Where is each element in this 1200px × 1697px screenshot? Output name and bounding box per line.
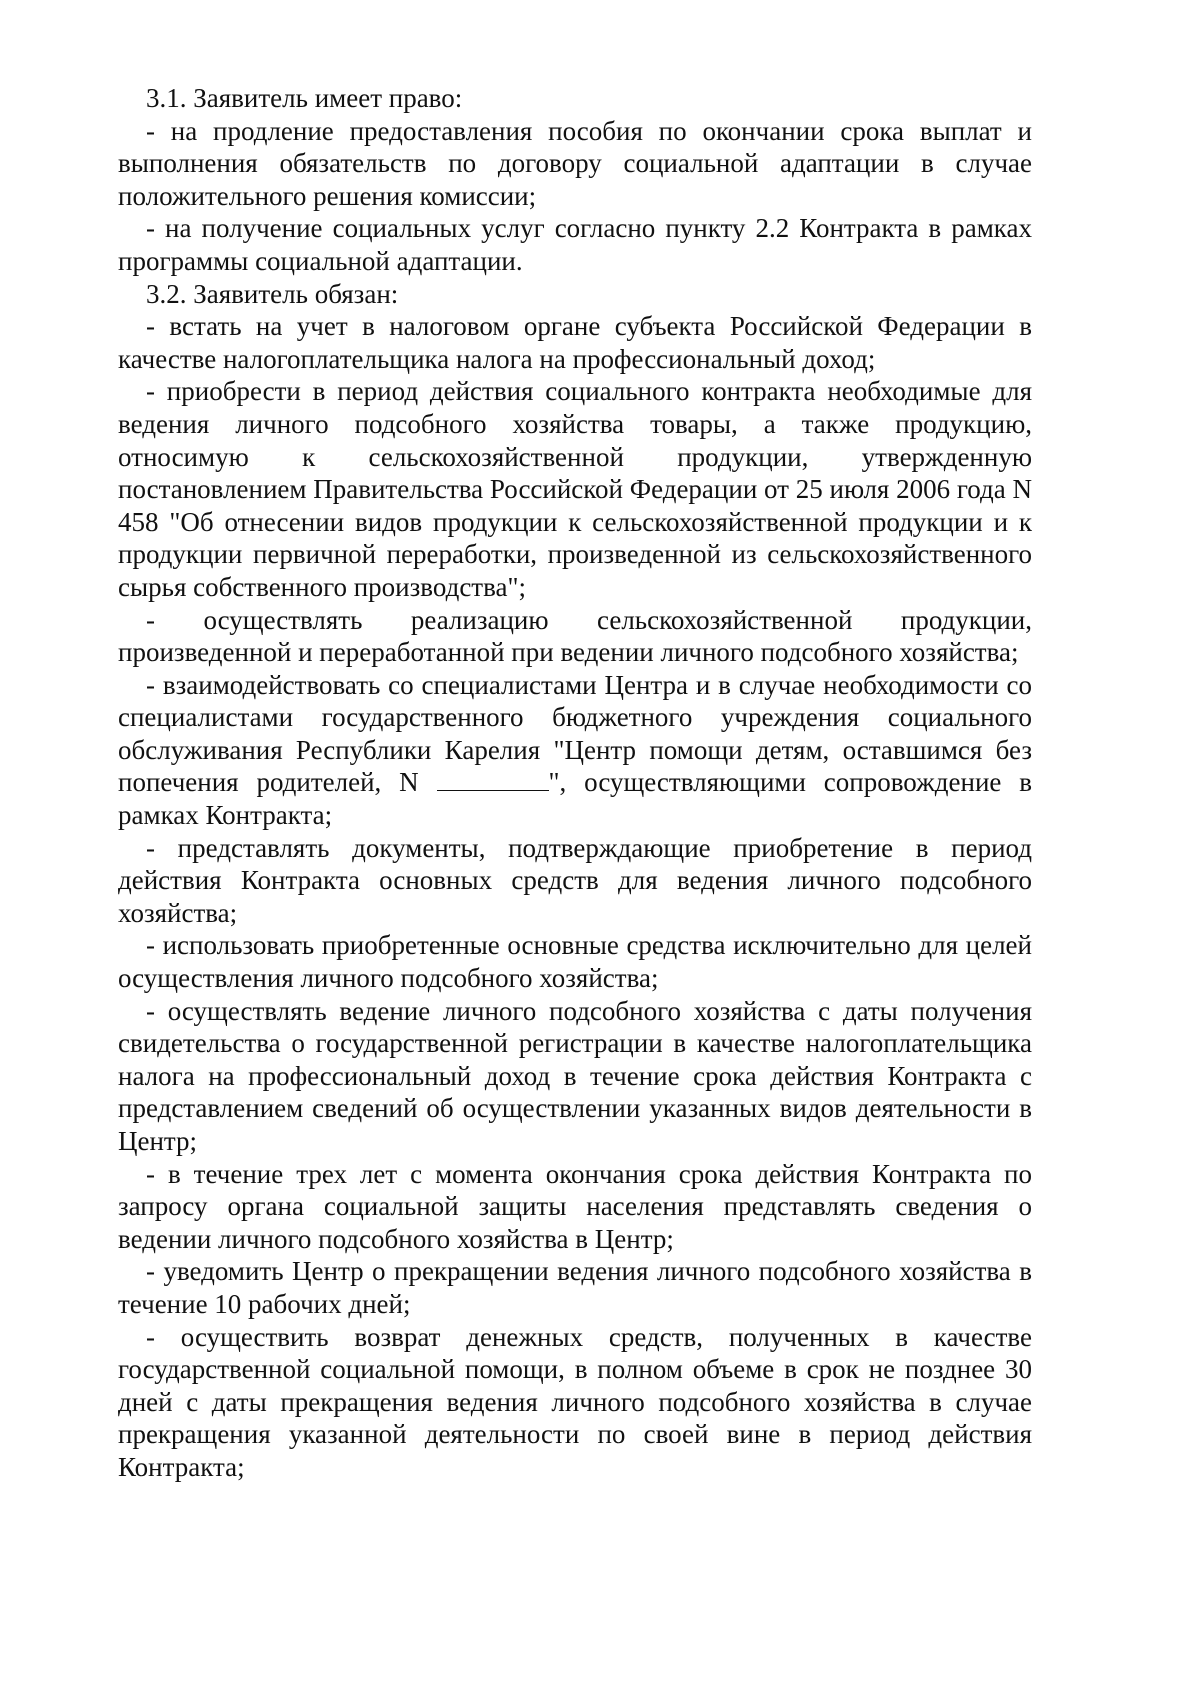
right-item: - на получение социальных услуг согласно пункту 2.2 Контракта в рамках программы социальной адаптации. — [118, 213, 1032, 276]
obligation-item: - использовать приобретенные основные средства исключительно для целей осуществления личного подсобного хозяйства; — [118, 930, 1032, 994]
number-blank-field — [437, 768, 549, 791]
obligation-item: - в течение трех лет с момента окончания срока действия Контракта по запросу органа социальной защиты населения представлять сведения о ведении личного подсобного хозяйства в Центр; — [118, 1158, 1032, 1254]
obligation-item: - встать на учет в налоговом органе субъекта Российской Федерации в качестве налогоплательщика налога на профессиональный доход; — [118, 311, 1032, 374]
obligation-item: - приобрести в период действия социального контракта необходимые для ведения личного подсобного хозяйства товары, а также продукцию, относимую к сельскохозяйственной продукции, утвержденную постановлением Правительства Российской Федерации от 25 июля 2006 года N 458 "Об отнесении видов продукции к сельскохозяйственной продукции и к продукции первичной переработки, произведенной из сельскохозяйственного сырья собственного производства"; — [118, 376, 1032, 602]
obligation-item-interaction — [118, 669, 1032, 832]
interaction-text-before: - взаимодействовать со специалистами Центра и в случае необходимости со специалистами государственного бюджетного учреждения социального обслуживания Республики Карелия "Центр помощи детям, оставшимся без попечения родителей, N — [118, 669, 1032, 798]
obligation-item: - осуществить возврат денежных средств, полученных в качестве государственной социальной помощи, в полном объеме в срок не позднее 30 дней с даты прекращения ведения личного подсобного хозяйства в случае прекращения указанной деятельности по своей вине в период действия Контракта; — [118, 1321, 1032, 1482]
obligation-item: - осуществлять ведение личного подсобного хозяйства с даты получения свидетельства о государственной регистрации в качестве налогоплательщика налога на профессиональный доход в течение срока действия Контракта с представлением сведений об осуществлении указанных видов деятельности в Центр; — [118, 995, 1032, 1156]
section-3-2-heading: 3.2. Заявитель обязан: — [146, 278, 399, 309]
document-page — [118, 82, 1032, 1484]
interaction-text-after: ", осуществляющими сопровождение в рамках Контракта; — [118, 767, 1032, 831]
right-item: - на продление предоставления пособия по окончании срока выплат и выполнения обязательств по договору социальной адаптации в случае положительного решения комиссии; — [118, 115, 1032, 211]
section-3-1-heading: 3.1. Заявитель имеет право: — [146, 83, 463, 113]
obligation-item: - осуществлять реализацию сельскохозяйственной продукции, произведенной и переработанной при ведении личного подсобного хозяйства; — [118, 604, 1032, 668]
obligation-item: - уведомить Центр о прекращении ведения личного подсобного хозяйства в течение 10 рабочих дней; — [118, 1256, 1032, 1319]
obligation-item: - представлять документы, подтверждающие приобретение в период действия Контракта основных средств для ведения личного подсобного хозяйства; — [118, 832, 1032, 928]
